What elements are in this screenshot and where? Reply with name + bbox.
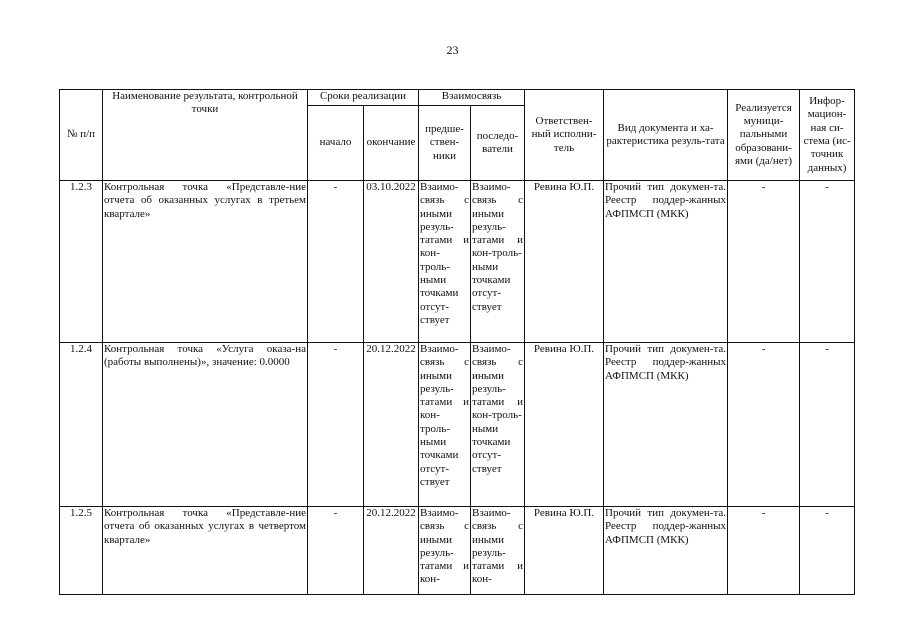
header-start: начало: [308, 106, 364, 181]
header-successors: последо-ватели: [471, 106, 525, 181]
row-predecessors: Взаимо-связь с иными резуль-татами и кон-троль-ными точками отсут-ствует: [419, 181, 471, 343]
row-responsible: Ревина Ю.П.: [525, 507, 604, 595]
row-doc-type: Прочий тип докумен-та. Реестр поддер-жанных АФПМСП (МКК): [604, 343, 728, 507]
row-name: Контрольная точка «Представле-ние отчета об оказанных услугах в четвертом квартале»: [103, 507, 308, 595]
row-start: -: [308, 343, 364, 507]
row-end: 20.12.2022: [364, 507, 419, 595]
row-num: 1.2.5: [60, 507, 103, 595]
header-doc-type: Вид документа и ха-рактеристика резуль-тата: [604, 90, 728, 181]
row-start: -: [308, 181, 364, 343]
row-end: 03.10.2022: [364, 181, 419, 343]
page-number: 23: [446, 43, 459, 57]
row-start: -: [308, 507, 364, 595]
row-doc-type: Прочий тип докумен-та. Реестр поддер-жанных АФПМСП (МКК): [604, 181, 728, 343]
row-info-system: -: [800, 181, 855, 343]
row-responsible: Ревина Ю.П.: [525, 343, 604, 507]
control-points-table: [59, 89, 855, 595]
row-successors: Взаимо-связь с иными резуль-татами и кон-троль-ными точками отсут-ствует: [471, 343, 525, 507]
row-info-system: -: [800, 507, 855, 595]
header-num: № п/п: [60, 90, 103, 181]
row-municipal: -: [728, 343, 800, 507]
header-responsible: Ответствен-ный исполни-тель: [525, 90, 604, 181]
table-row: [60, 507, 855, 595]
row-municipal: -: [728, 507, 800, 595]
header-end: окончание: [364, 106, 419, 181]
row-num: 1.2.3: [60, 181, 103, 343]
row-successors: Взаимо-связь с иными резуль-татами и кон-: [471, 507, 525, 595]
table-row: [60, 343, 855, 507]
row-num: 1.2.4: [60, 343, 103, 507]
row-name: Контрольная точка «Представле-ние отчета об оказанных услугах в третьем квартале»: [103, 181, 308, 343]
row-municipal: -: [728, 181, 800, 343]
row-predecessors: Взаимо-связь с иными резуль-татами и кон-: [419, 507, 471, 595]
row-responsible: Ревина Ю.П.: [525, 181, 604, 343]
row-doc-type: Прочий тип докумен-та. Реестр поддер-жанных АФПМСП (МКК): [604, 507, 728, 595]
header-terms: Сроки реализации: [308, 90, 419, 106]
row-info-system: -: [800, 343, 855, 507]
row-end: 20.12.2022: [364, 343, 419, 507]
row-predecessors: Взаимо-связь с иными резуль-татами и кон-троль-ными точками отсут-ствует: [419, 343, 471, 507]
header-info-system: Инфор-мацион-ная си-стема (ис-точник данных): [800, 90, 855, 181]
row-successors: Взаимо-связь с иными резуль-татами и кон-троль-ными точками отсут-ствует: [471, 181, 525, 343]
header-relation: Взаимосвязь: [419, 90, 525, 106]
header-predecessors: предше-ствен-ники: [419, 106, 471, 181]
row-name: Контрольная точка «Услуга оказа-на (работы выполнены)», значение: 0.0000: [103, 343, 308, 507]
table-row: [60, 181, 855, 343]
header-name: Наименование результата, контрольной точки: [103, 90, 308, 181]
header-municipal: Реализуется муници-пальными образовани-ями (да/нет): [728, 90, 800, 181]
